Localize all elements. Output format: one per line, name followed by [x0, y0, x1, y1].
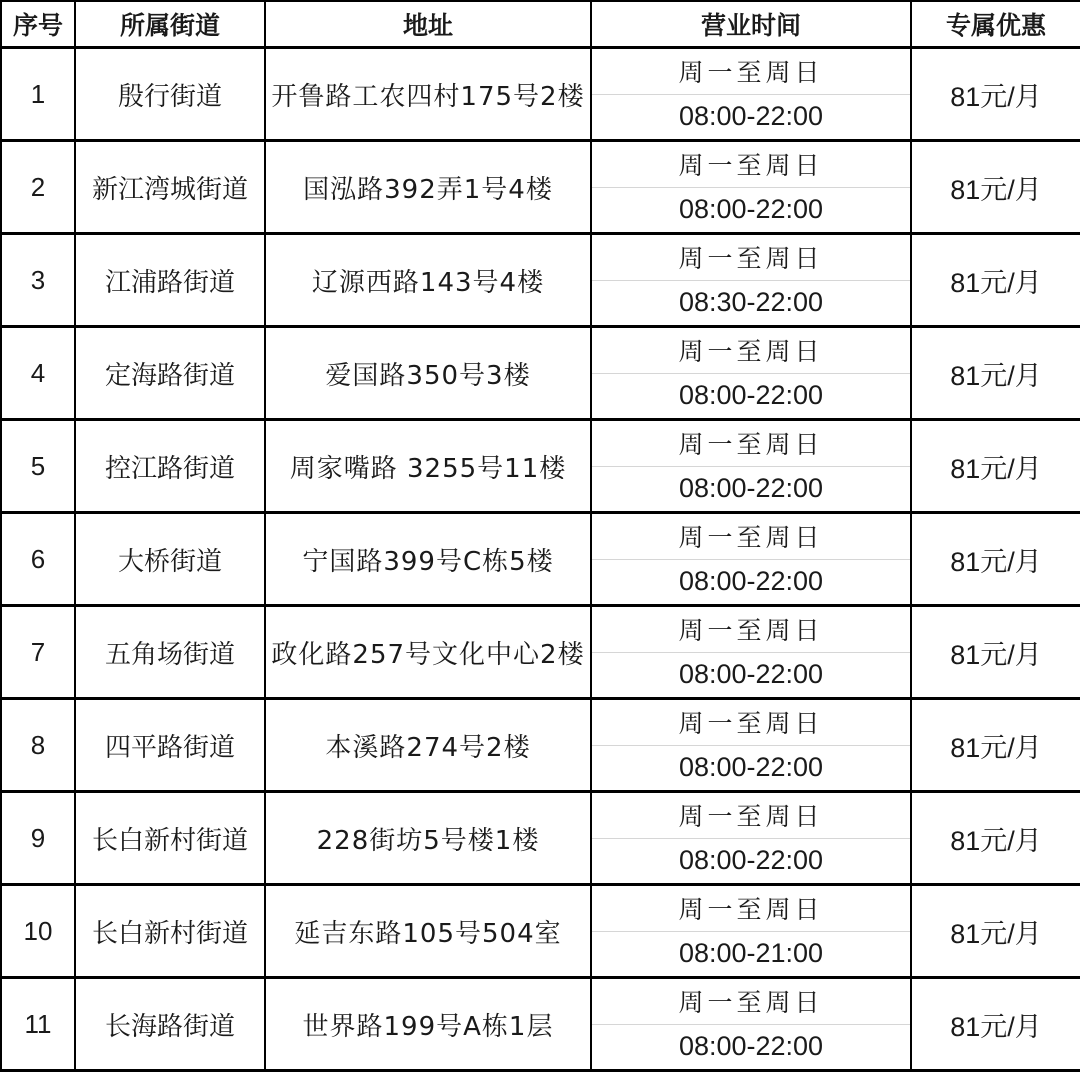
row-index: 2	[1, 141, 75, 234]
row-index: 6	[1, 513, 75, 606]
row-address: 国泓路392弄1号4楼	[265, 141, 591, 234]
row-street: 大桥街道	[75, 513, 265, 606]
row-hours: 08:00-22:00	[678, 566, 824, 597]
table-row	[1, 141, 1080, 234]
row-offer: 81元/月	[911, 699, 1080, 792]
row-street: 长白新村街道	[75, 885, 265, 978]
row-hours: 08:00-22:00	[678, 659, 824, 690]
row-offer: 81元/月	[911, 606, 1080, 699]
row-address: 爱国路350号3楼	[265, 327, 591, 420]
table-row	[1, 699, 1080, 792]
row-street: 长海路街道	[75, 978, 265, 1071]
row-index: 5	[1, 420, 75, 513]
row-address: 政化路257号文化中心2楼	[265, 606, 591, 699]
row-hours: 08:00-21:00	[678, 938, 824, 969]
row-hours-cell	[591, 234, 911, 327]
row-days: 周一至周日	[592, 607, 910, 653]
row-offer: 81元/月	[911, 141, 1080, 234]
hours-stack	[592, 979, 910, 1069]
header-street: 所属街道	[75, 1, 265, 48]
table-row	[1, 978, 1080, 1071]
table-row	[1, 885, 1080, 978]
row-offer: 81元/月	[911, 978, 1080, 1071]
row-days: 周一至周日	[592, 793, 910, 839]
row-days: 周一至周日	[592, 142, 910, 188]
hours-stack	[592, 607, 910, 697]
row-index: 1	[1, 48, 75, 141]
table-row	[1, 792, 1080, 885]
hours-stack	[592, 514, 910, 604]
row-index: 3	[1, 234, 75, 327]
row-street: 长白新村街道	[75, 792, 265, 885]
table-row	[1, 234, 1080, 327]
row-hours: 08:30-22:00	[678, 287, 824, 318]
table-row	[1, 420, 1080, 513]
row-offer: 81元/月	[911, 234, 1080, 327]
hours-stack	[592, 142, 910, 232]
row-hours-cell	[591, 141, 911, 234]
hours-stack	[592, 49, 910, 139]
row-address: 延吉东路105号504室	[265, 885, 591, 978]
row-hours-cell	[591, 885, 911, 978]
row-hours-cell	[591, 513, 911, 606]
row-offer: 81元/月	[911, 48, 1080, 141]
header-row	[1, 1, 1080, 48]
row-hours-cell	[591, 48, 911, 141]
row-days: 周一至周日	[592, 49, 910, 95]
header-index: 序号	[1, 1, 75, 48]
row-offer: 81元/月	[911, 885, 1080, 978]
row-days: 周一至周日	[592, 514, 910, 560]
row-offer: 81元/月	[911, 420, 1080, 513]
row-hours: 08:00-22:00	[678, 845, 824, 876]
row-hours-cell	[591, 420, 911, 513]
row-address: 周家嘴路 3255号11楼	[265, 420, 591, 513]
row-index: 7	[1, 606, 75, 699]
row-hours: 08:00-22:00	[678, 1031, 824, 1062]
row-address: 辽源西路143号4楼	[265, 234, 591, 327]
row-index: 8	[1, 699, 75, 792]
row-days: 周一至周日	[592, 886, 910, 932]
row-address: 本溪路274号2楼	[265, 699, 591, 792]
row-street: 江浦路街道	[75, 234, 265, 327]
row-street: 新江湾城街道	[75, 141, 265, 234]
row-days: 周一至周日	[592, 235, 910, 281]
row-offer: 81元/月	[911, 513, 1080, 606]
row-index: 11	[1, 978, 75, 1071]
header-hours: 营业时间	[591, 1, 911, 48]
hours-stack	[592, 886, 910, 976]
row-hours: 08:00-22:00	[678, 473, 824, 504]
hours-stack	[592, 793, 910, 883]
row-days: 周一至周日	[592, 421, 910, 467]
hours-stack	[592, 421, 910, 511]
table-row	[1, 327, 1080, 420]
hours-stack	[592, 700, 910, 790]
hours-stack	[592, 235, 910, 325]
row-hours-cell	[591, 792, 911, 885]
table-row	[1, 513, 1080, 606]
row-hours-cell	[591, 699, 911, 792]
row-street: 四平路街道	[75, 699, 265, 792]
row-days: 周一至周日	[592, 328, 910, 374]
row-offer: 81元/月	[911, 327, 1080, 420]
table-body	[1, 48, 1080, 1071]
row-hours: 08:00-22:00	[678, 380, 824, 411]
row-hours: 08:00-22:00	[678, 194, 824, 225]
row-hours: 08:00-22:00	[678, 101, 824, 132]
row-street: 殷行街道	[75, 48, 265, 141]
row-hours: 08:00-22:00	[678, 752, 824, 783]
row-street: 控江路街道	[75, 420, 265, 513]
table-row	[1, 48, 1080, 141]
row-index: 9	[1, 792, 75, 885]
row-address: 开鲁路工农四村175号2楼	[265, 48, 591, 141]
row-hours-cell	[591, 978, 911, 1071]
header-offer: 专属优惠	[911, 1, 1080, 48]
row-address: 228街坊5号楼1楼	[265, 792, 591, 885]
row-days: 周一至周日	[592, 700, 910, 746]
header-address: 地址	[265, 1, 591, 48]
row-index: 10	[1, 885, 75, 978]
row-hours-cell	[591, 327, 911, 420]
row-street: 定海路街道	[75, 327, 265, 420]
table-row	[1, 606, 1080, 699]
row-hours-cell	[591, 606, 911, 699]
row-address: 世界路199号A栋1层	[265, 978, 591, 1071]
row-offer: 81元/月	[911, 792, 1080, 885]
row-street: 五角场街道	[75, 606, 265, 699]
row-address: 宁国路399号C栋5楼	[265, 513, 591, 606]
row-index: 4	[1, 327, 75, 420]
hours-stack	[592, 328, 910, 418]
row-days: 周一至周日	[592, 979, 910, 1025]
